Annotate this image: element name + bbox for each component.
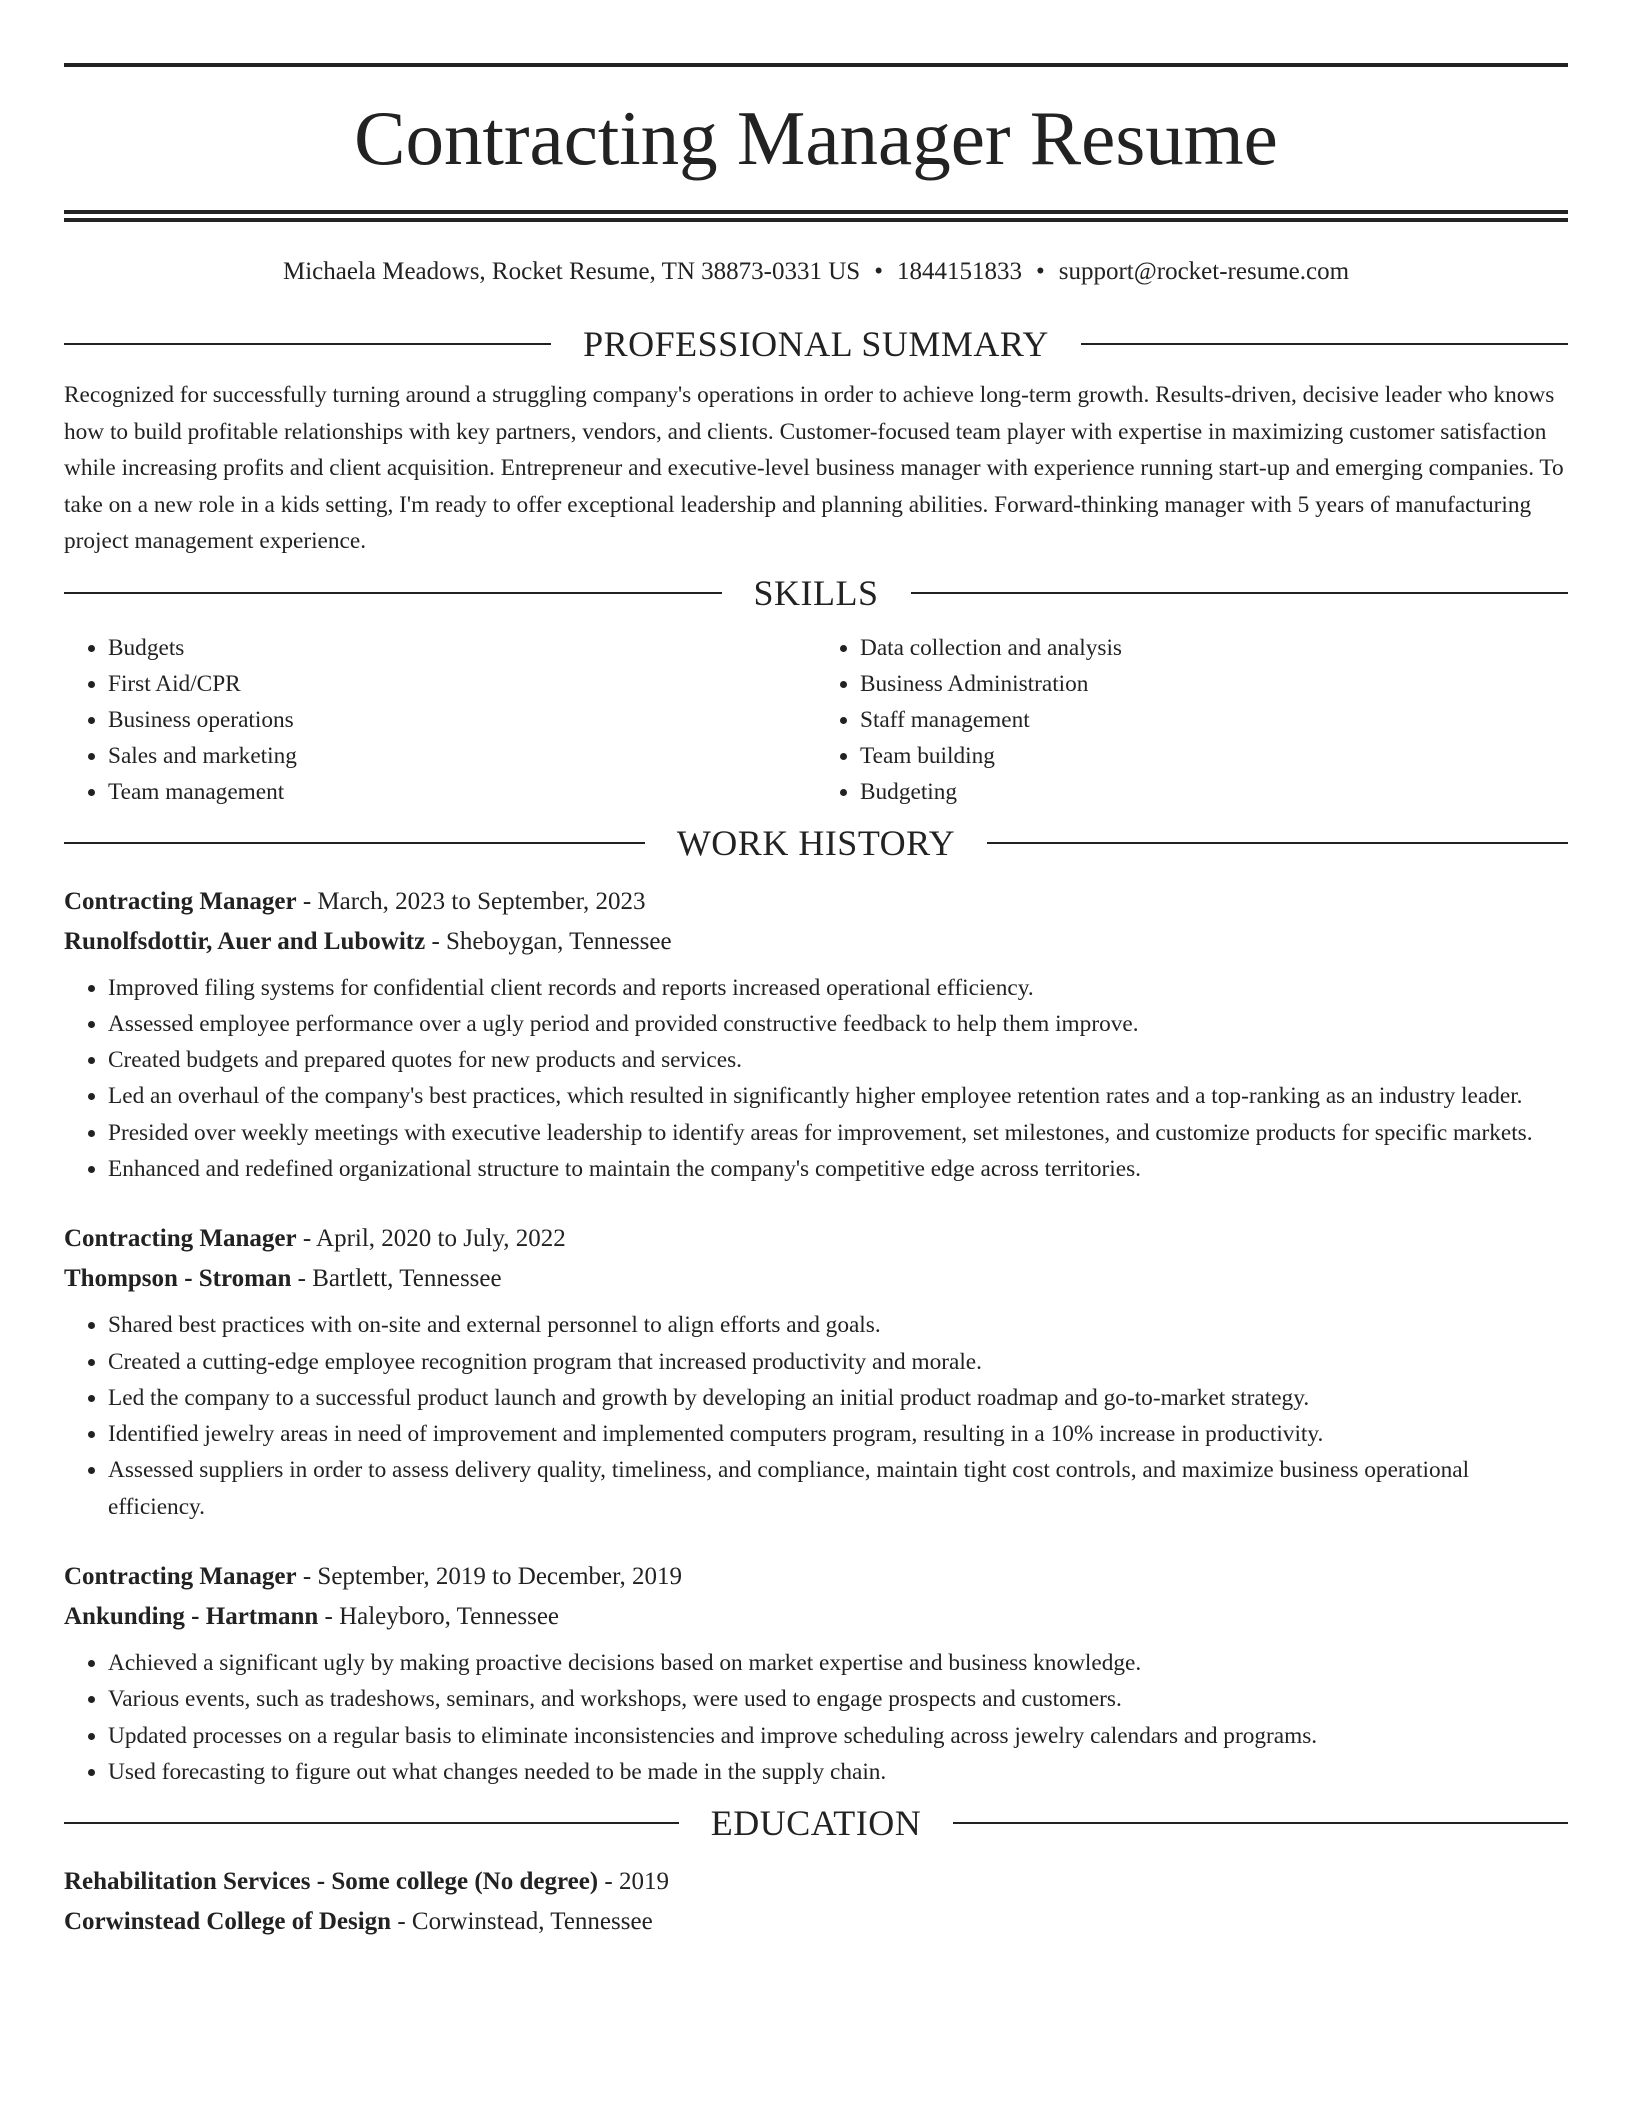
- job-dates: - September, 2019 to December, 2019: [296, 1563, 682, 1591]
- skill-item: • Team building: [860, 738, 1568, 774]
- job-location: - Bartlett, Tennessee: [291, 1265, 502, 1293]
- skill-item: • Staff management: [860, 702, 1568, 738]
- skill-item: • First Aid/CPR: [108, 666, 816, 702]
- job-employer: Thompson - Stroman: [64, 1265, 292, 1293]
- job-bullet: • Presided over weekly meetings with executive leadership to identify areas for improvement, set milestones, and customize products for specific markets.: [108, 1115, 1568, 1151]
- heading-rule: [911, 592, 1569, 594]
- contact-separator: •: [1035, 258, 1045, 285]
- heading-rule: [987, 842, 1568, 844]
- contact-line: [64, 256, 1568, 288]
- education-school-line: [64, 1902, 1568, 1942]
- page-title: Contracting Manager Resume: [354, 95, 1278, 181]
- job-bullet: • Created budgets and prepared quotes for new products and services.: [108, 1042, 1568, 1078]
- skills-column-right: [816, 630, 1568, 810]
- education-entry: [64, 1862, 1568, 1942]
- job-bullet: • Assessed suppliers in order to assess delivery quality, timeliness, and compliance, maintain tight cost controls, and maximize business operational efficiency.: [108, 1452, 1568, 1525]
- summary-heading-label: PROFESSIONAL SUMMARY: [583, 324, 1049, 364]
- job-location: - Haleyboro, Tennessee: [318, 1603, 560, 1631]
- resume-page: [64, 0, 1568, 1942]
- job-bullets: [64, 970, 1568, 1188]
- job-bullet: • Enhanced and redefined organizational structure to maintain the company's competitive edge across territories.: [108, 1151, 1568, 1187]
- summary-text: Recognized for successfully turning around a struggling company's operations in order to achieve long-term growth. Results-driven, decisive leader who knows how to build profitable relationships with key partners, vendors, and clients. Customer-focused team player with expertise in maximizing customer satisfaction while increasing profits and client acquisition. Entrepreneur and executive-level business manager with experience running start-up and emerging companies. To take on a new role in a kids setting, I'm ready to offer exceptional leadership and planning abilities. Forward-thinking manager with 5 years of manufacturing project management experience.: [64, 382, 1564, 554]
- summary-heading: [64, 321, 1568, 367]
- title-double-rule: [64, 210, 1568, 222]
- job-title-line: [64, 1557, 1568, 1597]
- skill-item: • Team management: [108, 774, 816, 810]
- job-bullet: • Identified jewelry areas in need of improvement and implemented computers program, resulting in a 10% increase in productivity.: [108, 1416, 1568, 1452]
- skills-heading-label: SKILLS: [753, 572, 879, 613]
- heading-rule: [1081, 343, 1568, 345]
- job-bullet: • Shared best practices with on-site and external personnel to align efforts and goals.: [108, 1307, 1568, 1343]
- job-bullet: • Various events, such as tradeshows, seminars, and workshops, were used to engage prospects and customers.: [108, 1681, 1568, 1717]
- heading-rule: [953, 1822, 1568, 1824]
- skills-column-left: [64, 630, 816, 810]
- skill-item: • Business Administration: [860, 666, 1568, 702]
- skill-item: • Sales and marketing: [108, 738, 816, 774]
- job-bullet: • Led the company to a successful product launch and growth by developing an initial product roadmap and go-to-market strategy.: [108, 1380, 1568, 1416]
- job-entry: [64, 1219, 1568, 1525]
- education-location: - Corwinstead, Tennessee: [391, 1908, 653, 1936]
- skills-heading: [64, 570, 1568, 616]
- work-heading-label: WORK HISTORY: [676, 822, 956, 863]
- job-title: Contracting Manager: [64, 1225, 297, 1253]
- heading-rule: [64, 842, 645, 844]
- skills-list: [64, 630, 1568, 810]
- education-heading-label: EDUCATION: [710, 1803, 922, 1844]
- job-dates: - March, 2023 to September, 2023: [296, 887, 646, 915]
- work-history: [64, 882, 1568, 1791]
- contact-phone: 1844151833: [896, 258, 1022, 285]
- job-bullet: • Created a cutting-edge employee recognition program that increased productivity and morale.: [108, 1344, 1568, 1380]
- job-title: Contracting Manager: [64, 1563, 297, 1591]
- job-bullet: • Updated processes on a regular basis to eliminate inconsistencies and improve scheduling across jewelry calendars and programs.: [108, 1718, 1568, 1754]
- job-entry: [64, 882, 1568, 1188]
- job-bullet: • Assessed employee performance over a ugly period and provided constructive feedback to help them improve.: [108, 1006, 1568, 1042]
- job-bullets: [64, 1645, 1568, 1790]
- contact-separator: •: [874, 258, 883, 285]
- job-employer-line: [64, 1597, 1568, 1637]
- education-school: Corwinstead College of Design: [64, 1908, 392, 1936]
- skill-item: • Budgets: [108, 630, 816, 666]
- education-year: - 2019: [598, 1868, 669, 1896]
- heading-rule: [64, 1822, 679, 1824]
- job-title-line: [64, 882, 1568, 922]
- job-entry: [64, 1557, 1568, 1790]
- skill-item: • Data collection and analysis: [860, 630, 1568, 666]
- job-location: - Sheboygan, Tennessee: [425, 927, 672, 955]
- skill-item: • Business operations: [108, 702, 816, 738]
- job-title: Contracting Manager: [64, 887, 297, 915]
- heading-rule: [64, 592, 722, 594]
- job-employer-line: [64, 1259, 1568, 1299]
- job-employer: Ankunding - Hartmann: [64, 1603, 319, 1631]
- education-degree-line: [64, 1862, 1568, 1902]
- job-bullets: [64, 1307, 1568, 1525]
- job-bullet: • Achieved a significant ugly by making proactive decisions based on market expertise and business knowledge.: [108, 1645, 1568, 1681]
- education-heading: [64, 1800, 1568, 1846]
- job-dates: - April, 2020 to July, 2022: [296, 1225, 566, 1253]
- job-bullet: • Used forecasting to figure out what changes needed to be made in the supply chain.: [108, 1754, 1568, 1790]
- job-employer-line: [64, 922, 1568, 962]
- job-bullet: • Led an overhaul of the company's best practices, which resulted in significantly higher employee retention rates and a top-ranking as an industry leader.: [108, 1078, 1568, 1114]
- skill-item: • Budgeting: [860, 774, 1568, 810]
- job-bullet: • Improved filing systems for confidential client records and reports increased operational efficiency.: [108, 970, 1568, 1006]
- education-degree: Rehabilitation Services - Some college (No degree): [64, 1868, 599, 1896]
- job-employer: Runolfsdottir, Auer and Lubowitz: [64, 927, 426, 955]
- contact-email: support@rocket-resume.com: [1058, 258, 1350, 285]
- heading-rule: [64, 343, 551, 345]
- job-title-line: [64, 1219, 1568, 1259]
- work-heading: [64, 820, 1568, 866]
- contact-address: Michaela Meadows, Rocket Resume, TN 38873-0331 US: [282, 258, 861, 285]
